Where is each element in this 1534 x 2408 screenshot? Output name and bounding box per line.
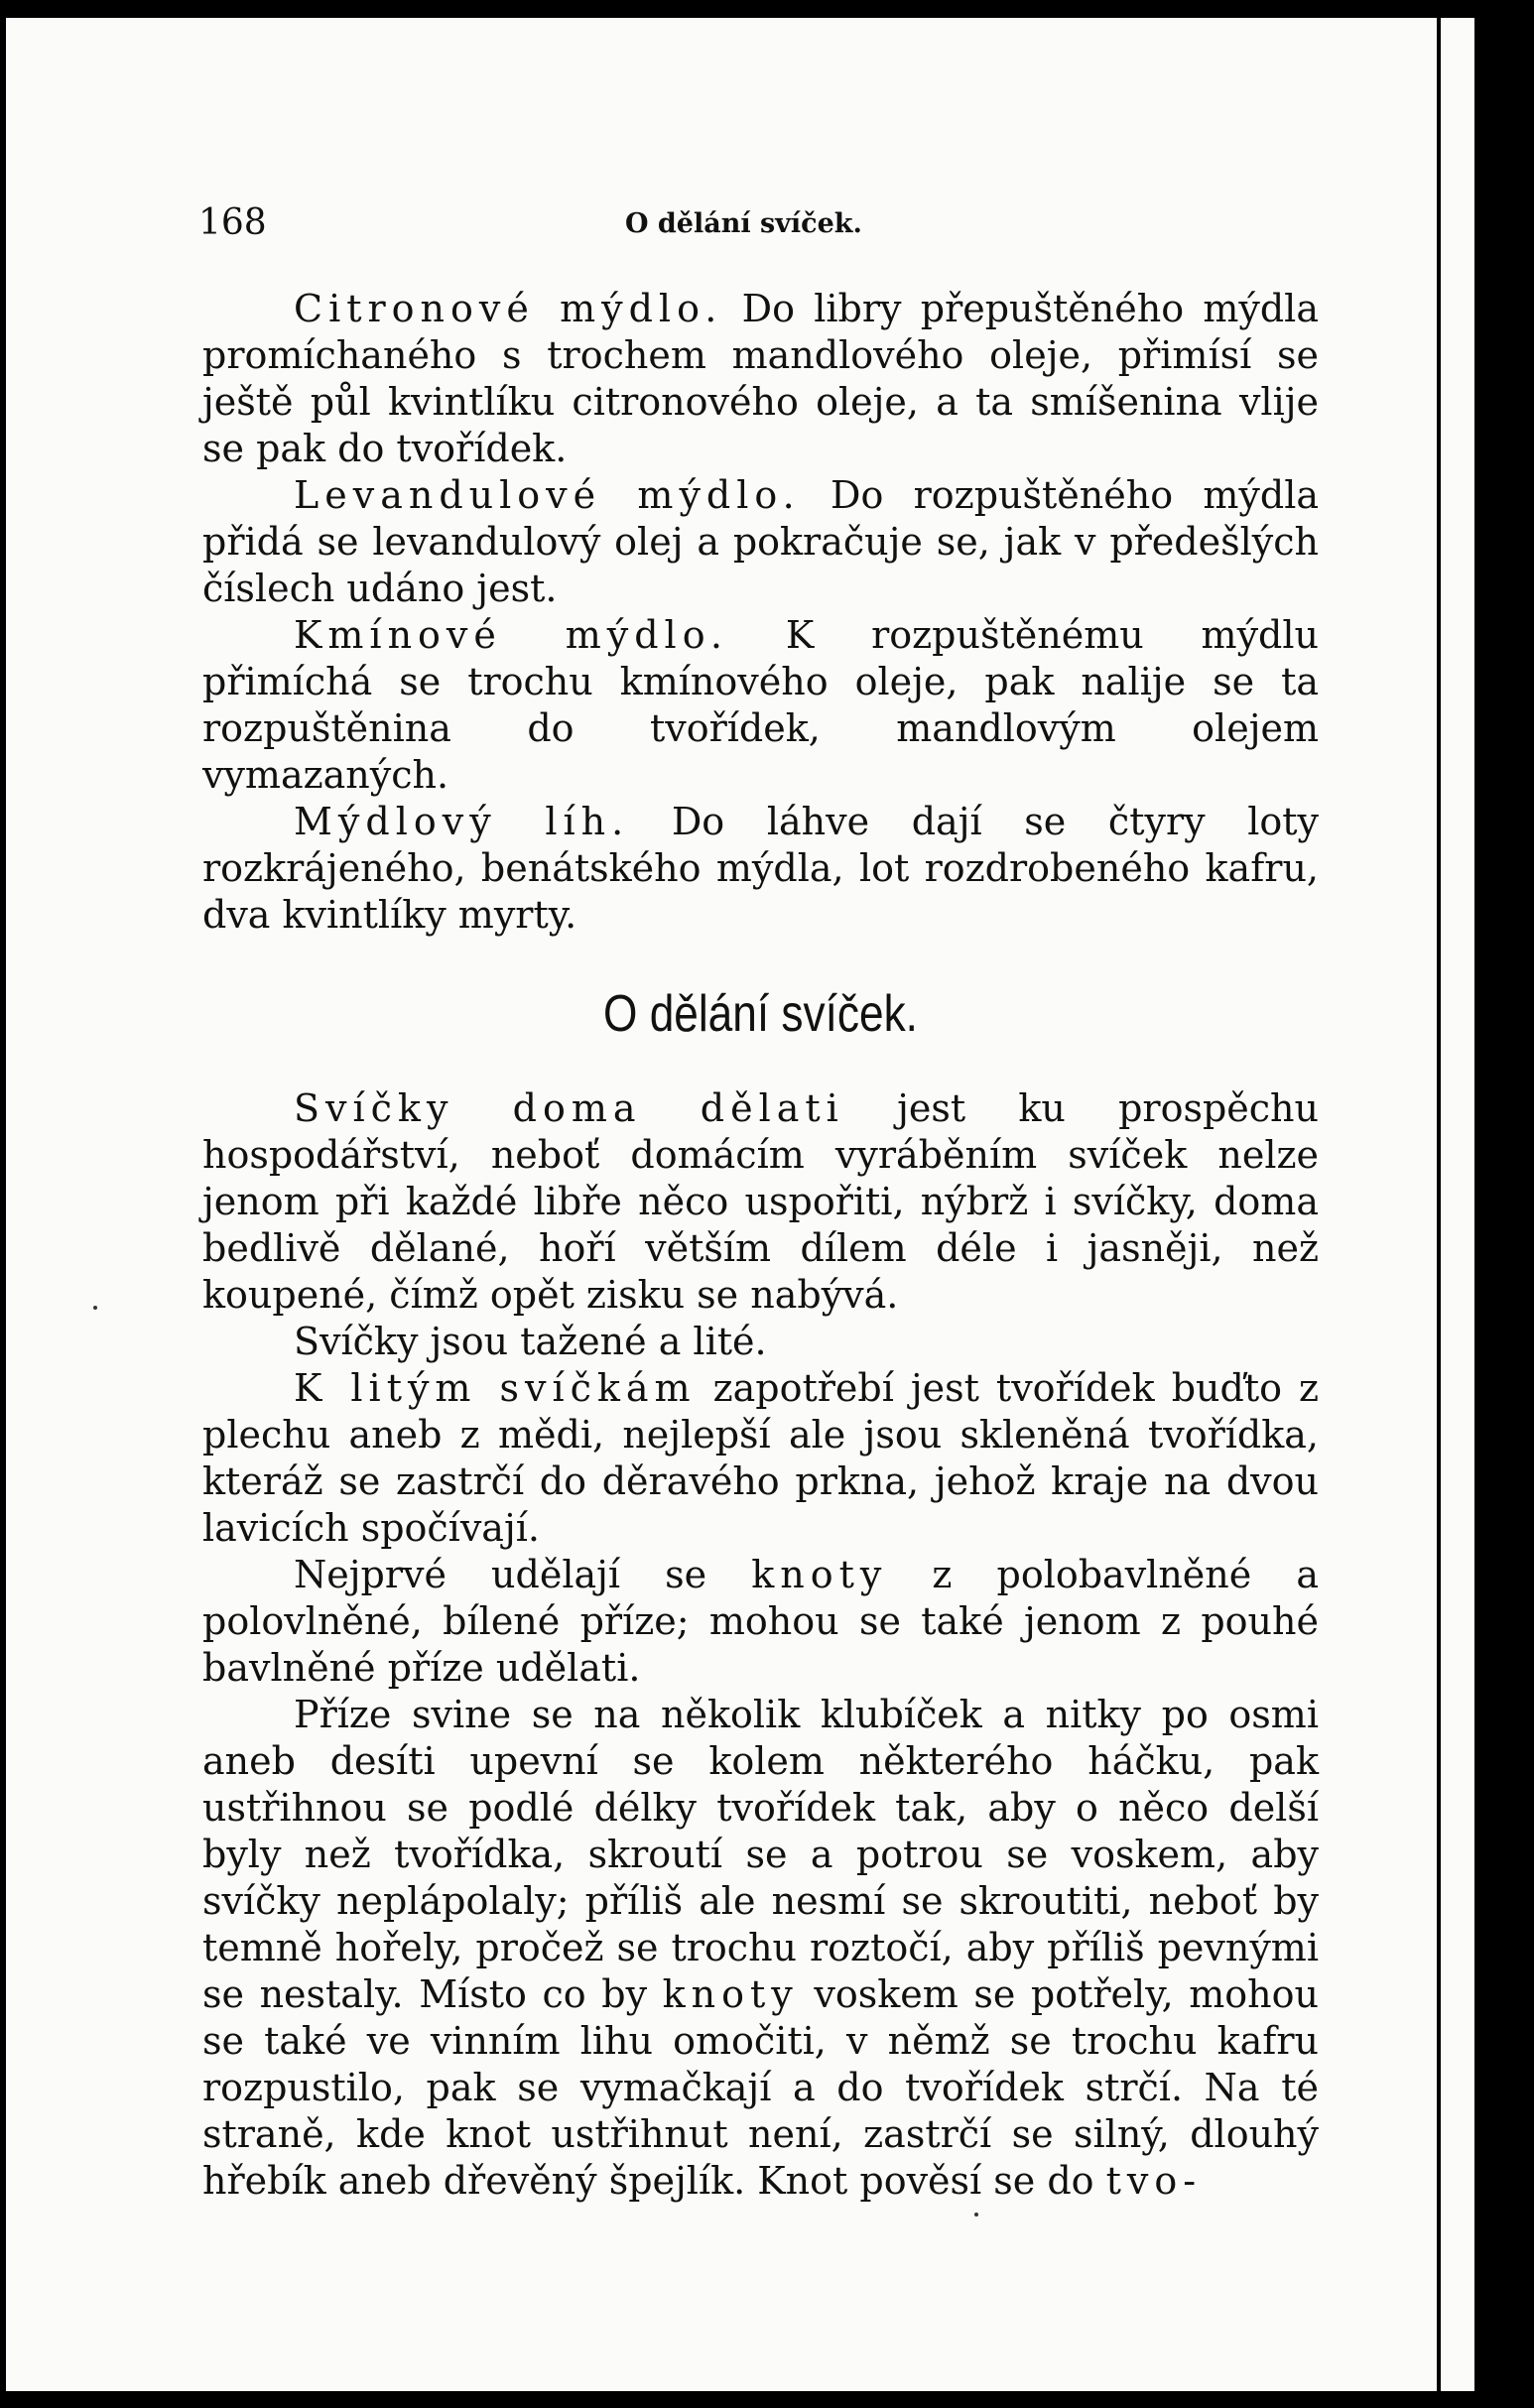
section-heading: O dělání svíček. bbox=[603, 985, 918, 1043]
print-speck bbox=[974, 2213, 978, 2217]
page-spine-edge bbox=[1437, 18, 1474, 2391]
entry-text: Do rozpuštěného mýdla přidá se levandulový olej a pokračuje se, jak v předešlých číslech udáno jest. bbox=[202, 473, 1320, 610]
book-page bbox=[6, 18, 1474, 2391]
entry-term: Mýdlový líh. bbox=[294, 800, 630, 843]
emphasis-text: K litým svíčkám bbox=[294, 1366, 697, 1410]
emphasis-text: knoty bbox=[751, 1553, 888, 1596]
emphasis-text: Svíčky doma dělati bbox=[294, 1086, 844, 1130]
section-paragraph: Svíčky jsou tažené a lité. bbox=[294, 1320, 767, 1363]
emphasis-text: knoty bbox=[662, 1972, 799, 2016]
entry-text: Do láhve dají se čtyry loty rozkrájeného, benátského mýdla, lot rozdrobeného kafru, dva kvintlíky myrty. bbox=[202, 800, 1320, 937]
section-paragraph: K litým svíčkám zapotřebí jest tvořídek buďto z plechu aneb z mědi, nejlepší ale jsou skleněná tvořídka, kteráž se zastrčí do děravého prkna, jehož kraje na dvou lavicích spočívají. bbox=[202, 1366, 1319, 1550]
emphasis-text: tvo- bbox=[1105, 2159, 1203, 2203]
entry-paragraph bbox=[202, 612, 1319, 799]
entry-paragraph bbox=[202, 799, 1319, 939]
section-paragraph: Nejprvé udělají se knoty z polobavlněné a polovlněné, bílené příze; mohou se také jenom z pouhé bavlněné příze udělati. bbox=[202, 1553, 1319, 1690]
running-title: O dělání svíček. bbox=[625, 208, 862, 239]
entry-text: Do libry přepuštěného mýdla promíchaného s trochem mandlového oleje, přimísí se ještě půl kvintlíku citronového oleje, a ta smíšenina vlije se pak do tvořídek. bbox=[202, 287, 1319, 470]
entry-paragraph bbox=[202, 286, 1319, 472]
entry-text: K rozpuštěnému mýdlu přimíchá se trochu kmínového oleje, pak nalije se ta rozpuštěnina do tvořídek, mandlovým olejem vymazaných. bbox=[202, 613, 1320, 797]
section-paragraph: Příze svine se na několik klubíček a nitky po osmi aneb desíti upevní se kolem některého háčku, pak ustřihnou se podlé délky tvořídek tak, aby o něco delší byly než tvořídka, skroutí se a potrou se voskem, aby svíčky neplápolaly; příliš ale nesmí se skroutiti, neboť by temně hořely, pročež se trochu roztočí, aby příliš pevnými se nestaly. Místo co by knoty voskem se potřely, mohou se také ve vinním lihu omočiti, v němž se trochu kafru rozpustilo, pak se vymačkají a do tvořídek strčí. Na té straně, kde knot ustřihnut není, zastrčí se silný, dlouhý hřebík aneb dřevěný špejlík. Knot pověsí se do tvo- bbox=[202, 1693, 1320, 2203]
running-head bbox=[198, 202, 1320, 262]
page-number: 168 bbox=[198, 202, 267, 243]
entry-paragraph bbox=[202, 472, 1319, 612]
entry-term: Levandulové mýdlo. bbox=[294, 473, 801, 517]
entry-term: Kmínové mýdlo. bbox=[294, 613, 729, 657]
print-speck bbox=[93, 1306, 97, 1310]
section-paragraph: Svíčky doma dělati jest ku prospěchu hospodářství, neboť domácím vyráběním svíček nelze jenom při každé libře něco uspořiti, nýbrž i svíčky, doma bedlivě dělané, hoří větším dílem déle i jasněji, než koupené, čímž opět zisku se nabývá. bbox=[202, 1086, 1319, 1317]
body-text bbox=[202, 286, 1319, 2205]
entry-term: Citronové mýdlo. bbox=[294, 287, 723, 330]
